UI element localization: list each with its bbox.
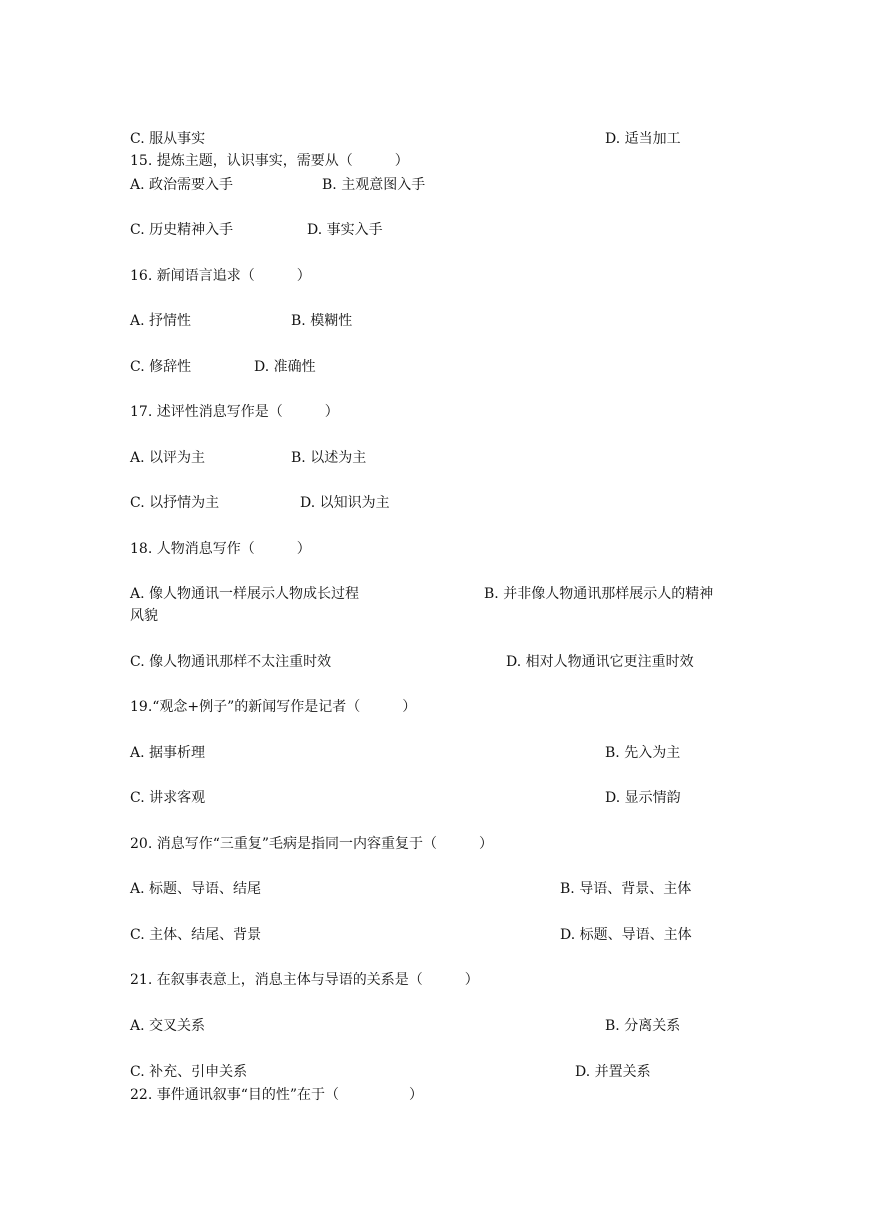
q21-option-b: B. 分离关系 — [605, 1018, 681, 1034]
q18-option-a: A. 像人物通讯一样展示人物成长过程 — [130, 586, 360, 602]
q20-option-b: B. 导语、背景、主体 — [560, 881, 692, 897]
q15-option-c: C. 历史精神入手 — [130, 222, 234, 238]
q14-option-c: C. 服从事实 — [130, 131, 206, 147]
q17-option-c: C. 以抒情为主 — [130, 495, 220, 511]
q14-option-d: D. 适当加工 — [605, 131, 681, 147]
q18-option-b: B. 并非像人物通讯那样展示人的精神 — [484, 586, 714, 602]
q18-option-c: C. 像人物通讯那样不太注重时效 — [130, 654, 332, 670]
q20-stem: 20. 消息写作“三重复”毛病是指同一内容重复于（ ） — [130, 836, 494, 852]
q19-option-b: B. 先入为主 — [605, 745, 681, 761]
q21-option-d: D. 并置关系 — [575, 1064, 651, 1080]
q17-option-a: A. 以评为主 — [130, 450, 206, 466]
q16-option-c: C. 修辞性 — [130, 359, 192, 375]
q21-option-c: C. 补充、引申关系 — [130, 1064, 248, 1080]
q16-stem: 16. 新闻语言追求（ ） — [130, 268, 311, 284]
q17-option-b: B. 以述为主 — [291, 450, 367, 466]
q17-stem: 17. 述评性消息写作是（ ） — [130, 404, 339, 420]
q16-option-d: D. 准确性 — [254, 359, 316, 375]
q15-stem: 15. 提炼主题，认识事实，需要从（ ） — [130, 153, 409, 169]
q18-option-b-continuation: 风貌 — [130, 608, 158, 624]
q20-option-a: A. 标题、导语、结尾 — [130, 881, 262, 897]
q18-option-d: D. 相对人物通讯它更注重时效 — [506, 654, 694, 670]
q18-stem: 18. 人物消息写作（ ） — [130, 541, 311, 557]
q21-option-a: A. 交叉关系 — [130, 1018, 206, 1034]
q19-stem: 19.“观念+例子”的新闻写作是记者（ ） — [130, 699, 417, 715]
q22-stem: 22. 事件通讯叙事“目的性”在于（ ） — [130, 1087, 424, 1103]
q16-option-a: A. 抒情性 — [130, 313, 192, 329]
q19-option-a: A. 据事析理 — [130, 745, 206, 761]
q20-option-c: C. 主体、结尾、背景 — [130, 927, 262, 943]
q15-option-b: B. 主观意图入手 — [322, 177, 426, 193]
q17-option-d: D. 以知识为主 — [300, 495, 390, 511]
q19-option-c: C. 讲求客观 — [130, 790, 206, 806]
q15-option-d: D. 事实入手 — [307, 222, 383, 238]
q16-option-b: B. 模糊性 — [291, 313, 353, 329]
q20-option-d: D. 标题、导语、主体 — [560, 927, 692, 943]
q19-option-d: D. 显示情韵 — [605, 790, 681, 806]
q21-stem: 21. 在叙事表意上，消息主体与导语的关系是（ ） — [130, 972, 479, 988]
q15-option-a: A. 政治需要入手 — [130, 177, 234, 193]
